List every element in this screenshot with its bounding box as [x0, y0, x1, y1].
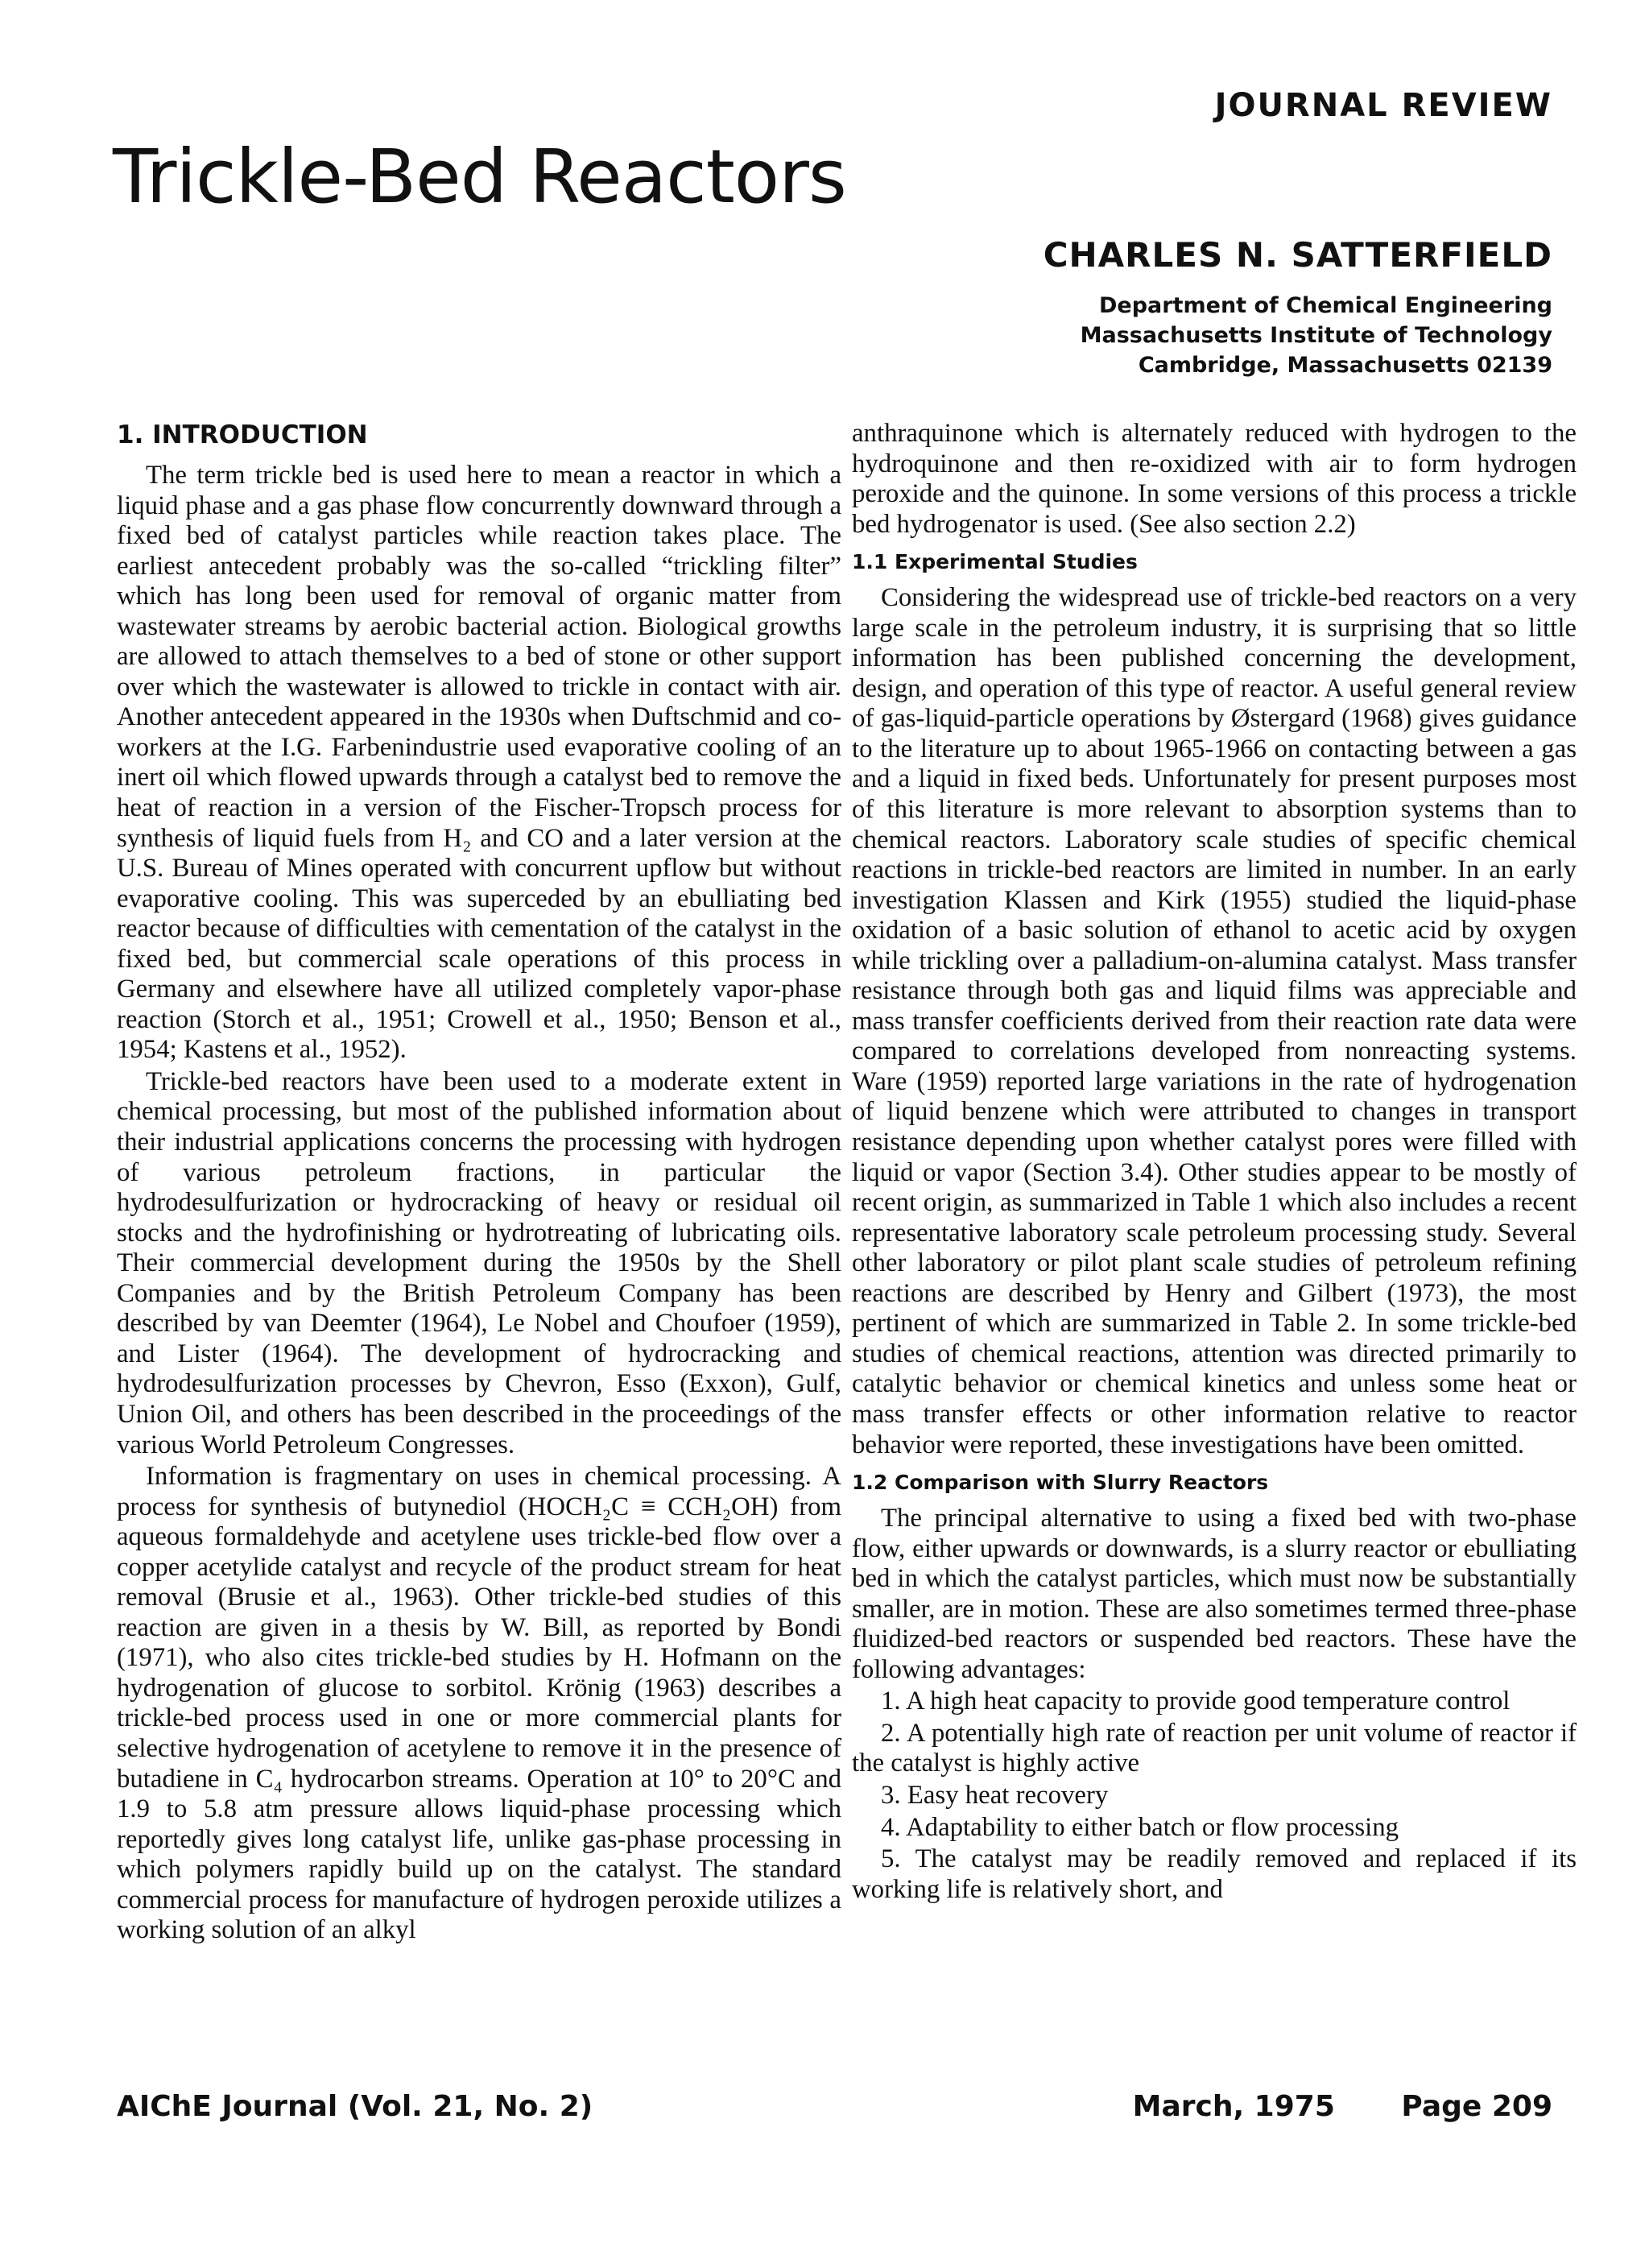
advantage-list-item: 2. A potentially high rate of reaction per unit volume of reactor if the catalyst is highly active [852, 1718, 1577, 1778]
continuation-paragraph: anthraquinone which is alternately reduced with hydrogen to the hydroquinone and then re-oxidized with air to form hydrogen peroxide and the quinone. In some versions of this process a trickle bed hydrogenator is used. (See also section 2.2) [852, 419, 1577, 539]
advantage-list-item: 3. Easy heat recovery [881, 1780, 1109, 1810]
intro-paragraph-3: Information is fragmentary on uses in chemical processing. A process for synthesis of butynediol (HOCH₂C ≡ CCH₂OH) from aqueous formaldehyde and acetylene uses trickle-bed flow over a copper acetylide catalyst and recycle of the product stream for heat removal (Brusie et al., 1963). Other trickle-bed studies of this reaction are given in a thesis by W. Bill, as reported by Bondi (1971), who also cites trickle-bed studies by H. Hofmann on the hydrogenation of glucose to sorbitol. Krönig (1963) describes a trickle-bed process used in one or more commercial plants for selective hydrogenation of acetylene to remove it in the presence of butadiene in C₄ hydrocarbon streams. Operation at 10° to 20°C and 1.9 to 5.8 atm pressure allows liquid-phase processing which reportedly gives long catalyst life, unlike gas-phase processing in which polymers rapidly build up on the catalyst. The standard commercial process for manufacture of hydrogen peroxide utilizes a working solution of an alkyl [117, 1462, 841, 1945]
footer-date: March, 1975 [1132, 2090, 1335, 2123]
intro-paragraph-2: Trickle-bed reactors have been used to a moderate extent in chemical processing, but most of the published information about their industrial applications concerns the processing with hydrogen of various petroleum fractions, in particular the hydrodesulfurization or hydrocracking of heavy or residual oil stocks and the hydrofinishing or hydrotreating of lubricating oils. Their commercial development during the 1950s by the Shell Companies and by the British Petroleum Company has been described by van Deemter (1964), Le Nobel and Choufoer (1959), and Lister (1964). The development of hydrocracking and hydrodesulfurization processes by Chevron, Esso (Exxon), Gulf, Union Oil, and others has been described in the proceedings of the various World Petroleum Congresses. [117, 1066, 841, 1459]
subsection-heading-slurry-reactors: 1.2 Comparison with Slurry Reactors [852, 1471, 1269, 1495]
advantage-list-item: 4. Adaptability to either batch or flow processing [881, 1812, 1399, 1842]
article-title: Trickle-Bed Reactors [113, 134, 846, 220]
section-heading-introduction: 1. INTRODUCTION [117, 420, 368, 449]
author-department: Department of Chemical Engineering [1099, 293, 1552, 318]
intro-paragraph-1: The term trickle bed is used here to mean a reactor in which a liquid phase and a gas phase flow concurrently downward through a fixed bed of catalyst particles while reaction takes place. The earliest antecedent probably was the so-called “trickling filter” which has long been used for removal of organic matter from wastewater streams by aerobic bacterial action. Biological growths are allowed to attach themselves to a bed of stone or other support over which the wastewater is allowed to trickle in contact with air. Another antecedent appeared in the 1930s when Duftschmid and co-workers at the I.G. Farbenindustrie used evaporative cooling of an inert oil which flowed upwards through a catalyst bed to remove the heat of reaction in a version of the Fischer-Tropsch process for synthesis of liquid fuels from H₂ and CO and a later version at the U.S. Bureau of Mines operated with concurrent upflow but without evaporative cooling. This was superceded by an ebulliating bed reactor because of difficulties with cementation of the catalyst in the fixed bed, but commercial scale operations of this process in Germany and elsewhere have all utilized completely vapor-phase reaction (Storch et al., 1951; Crowell et al., 1950; Benson et al., 1954; Kastens et al., 1952). [117, 461, 841, 1065]
author-block [1044, 235, 1552, 380]
left-column [117, 419, 841, 1947]
author-location: Cambridge, Massachusetts 02139 [1138, 353, 1552, 378]
subsection-heading-experimental-studies: 1.1 Experimental Studies [852, 550, 1138, 574]
advantage-list-item: 1. A high heat capacity to provide good temperature control [881, 1687, 1511, 1716]
slurry-reactors-paragraph: The principal alternative to using a fixed bed with two-phase flow, either upwards or downwards, is a slurry reactor or ebulliating bed in which the catalyst particles, which must now be substantially smaller, are in motion. These are also sometimes termed three-phase fluidized-bed reactors or suspended bed reactors. These have the following advantages: [852, 1504, 1577, 1684]
footer-journal: AIChE Journal (Vol. 21, No. 2) [117, 2090, 593, 2123]
section-label: JOURNAL REVIEW [1214, 87, 1552, 124]
author-institution: Massachusetts Institute of Technology [1080, 323, 1552, 348]
author-name: CHARLES N. SATTERFIELD [1043, 235, 1552, 275]
right-column [852, 419, 1577, 1906]
footer-page-number: Page 209 [1401, 2090, 1552, 2123]
footer-right [1133, 2090, 1552, 2123]
experimental-studies-paragraph: Considering the widespread use of trickle-bed reactors on a very large scale in the petroleum industry, it is surprising that so little information has been published concerning the development, design, and operation of this type of reactor. A useful general review of gas-liquid-particle operations by Østergard (1968) gives guidance to the literature up to about 1965-1966 on contacting between a gas and a liquid in fixed beds. Unfortunately for present purposes most of this literature is more relevant to absorption systems than to chemical reactors. Laboratory scale studies of specific chemical reactions in trickle-bed reactors are limited in number. In an early investigation Klassen and Kirk (1955) studied the liquid-phase oxidation of a basic solution of ethanol to acetic acid by oxygen while trickling over a palladium-on-alumina catalyst. Mass transfer resistance through both gas and liquid films was appreciable and mass transfer coefficients derived from their reaction rate data were compared to correlations developed from nonreacting systems. Ware (1959) reported large variations in the rate of hydrogenation of liquid benzene which were attributed to changes in transport resistance depending upon whether catalyst pores were filled with liquid or vapor (Section 3.4). Other studies appear to be mostly of recent origin, as summarized in Table 1 which also includes a recent representative laboratory scale petroleum processing study. Several other laboratory or pilot plant scale studies of petroleum refining reactions are described by Henry and Gilbert (1973), the most pertinent of which are summarized in Table 2. In some trickle-bed studies of chemical reactions, attention was directed primarily to catalytic behavior or chemical kinetics and unless some heat or mass transfer effects or other information relative to reactor behavior were reported, these investigations have been omitted. [852, 583, 1577, 1459]
advantage-list-item: 5. The catalyst may be readily removed and replaced if its working life is relatively short, and [852, 1844, 1577, 1904]
